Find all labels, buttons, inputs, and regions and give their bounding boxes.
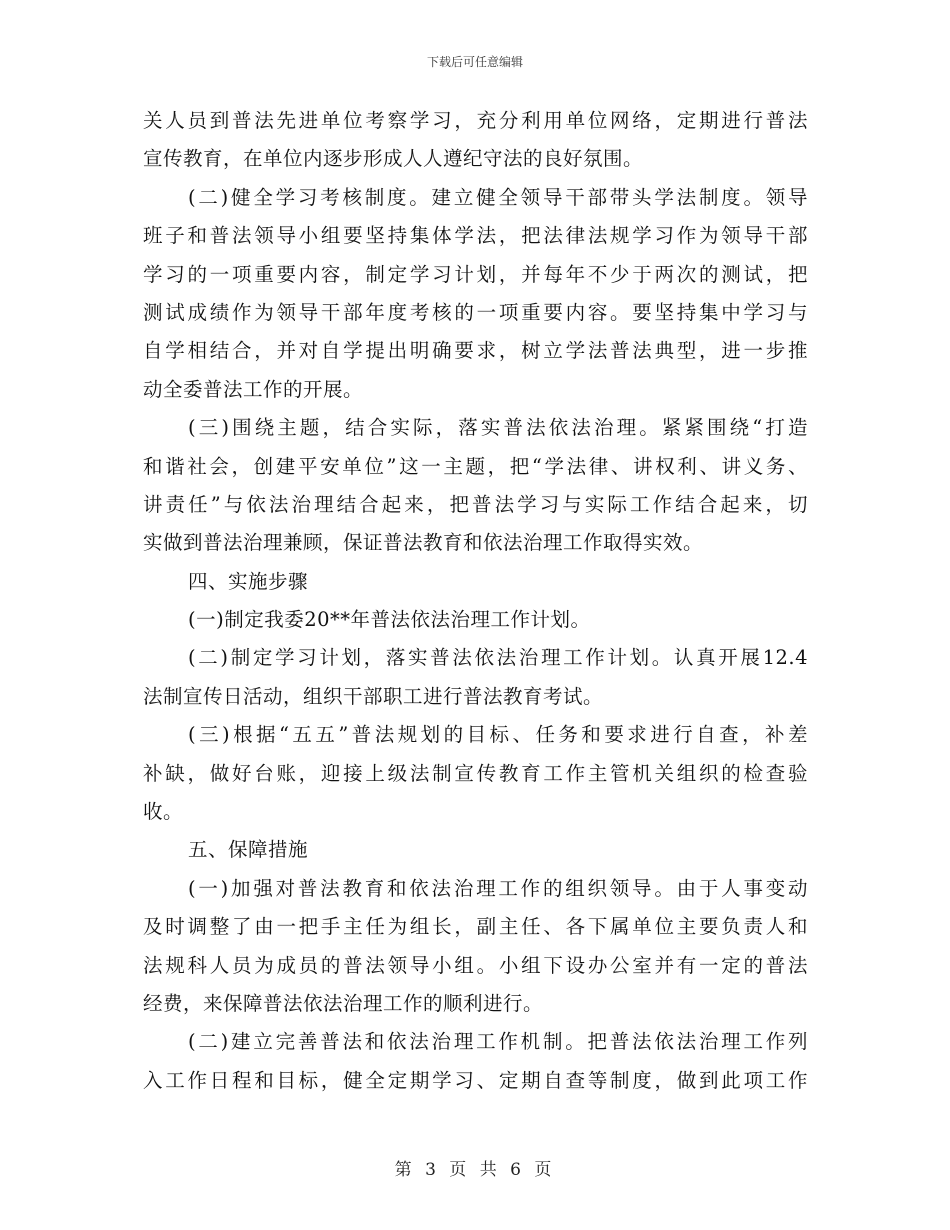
text-line: 关人员到普法先进单位考察学习，充分利用单位网络，定期进行普法 — [143, 109, 808, 132]
text-line: (三)围绕主题，结合实际，落实普法依法治理。紧紧围绕“打造 — [188, 416, 808, 440]
text-line: 宣传教育，在单位内逐步形成人人遵纪守法的良好氛围。 — [143, 147, 644, 171]
text-line: 法制宣传日活动，组织干部职工进行普法教育考试。 — [143, 684, 604, 708]
text-line: 实做到普法治理兼顾，保证普法教育和依法治理工作取得实效。 — [143, 531, 704, 555]
text-line: 法规科人员为成员的普法领导小组。小组下设办公室并有一定的普法 — [143, 953, 808, 977]
section-heading: 四、实施步骤 — [188, 569, 309, 593]
text-line: 及时调整了由一把手主任为组长，副主任、各下属单位主要负责人和 — [143, 915, 808, 939]
text-line: 补缺，做好台账，迎接上级法制宣传教育工作主管机关组织的检查验 — [143, 761, 808, 785]
text-line: 班子和普法领导小组要坚持集体学法，把法律法规学习作为领导干部 — [143, 224, 808, 248]
text-line: (二)建立完善普法和依法治理工作机制。把普法依法治理工作列 — [188, 1030, 808, 1054]
text-line: 和谐社会，创建平安单位”这一主题，把“学法律、讲权利、讲义务、 — [143, 454, 808, 478]
text-line: 测试成绩作为领导干部年度考核的一项重要内容。要坚持集中学习与 — [143, 300, 808, 324]
document-body — [143, 102, 808, 1100]
text-line: (二)健全学习考核制度。建立健全领导干部带头学法制度。领导 — [188, 185, 808, 209]
text-line: 学习的一项重要内容，制定学习计划，并每年不少于两次的测试，把 — [143, 262, 808, 286]
text-line: 自学相结合，并对自学提出明确要求，树立学法普法典型，进一步推 — [143, 339, 808, 363]
text-line: 讲责任”与依法治理结合起来，把普法学习与实际工作结合起来，切 — [143, 492, 808, 516]
text-line: 收。 — [143, 800, 184, 824]
text-line: (一)加强对普法教育和依法治理工作的组织领导。由于人事变动 — [188, 876, 808, 900]
text-line: 入工作日程和目标，健全定期学习、定期自查等制度，做到此项工作 — [143, 1068, 808, 1092]
section-heading: 五、保障措施 — [188, 838, 309, 862]
page-header: 下载后可任意编辑 — [426, 55, 523, 69]
text-line: 动全委普法工作的开展。 — [143, 377, 364, 401]
text-line: (三)根据“五五”普法规划的目标、任务和要求进行自查，补差 — [188, 723, 808, 747]
text-line: 经费，来保障普法依法治理工作的顺利进行。 — [143, 991, 544, 1015]
page-footer: 第 3 页 共 6 页 — [394, 1160, 556, 1180]
text-line: (一)制定我委20**年普法依法治理工作计划。 — [188, 608, 591, 632]
text-line: (二)制定学习计划，落实普法依法治理工作计划。认真开展12.4 — [188, 646, 808, 670]
